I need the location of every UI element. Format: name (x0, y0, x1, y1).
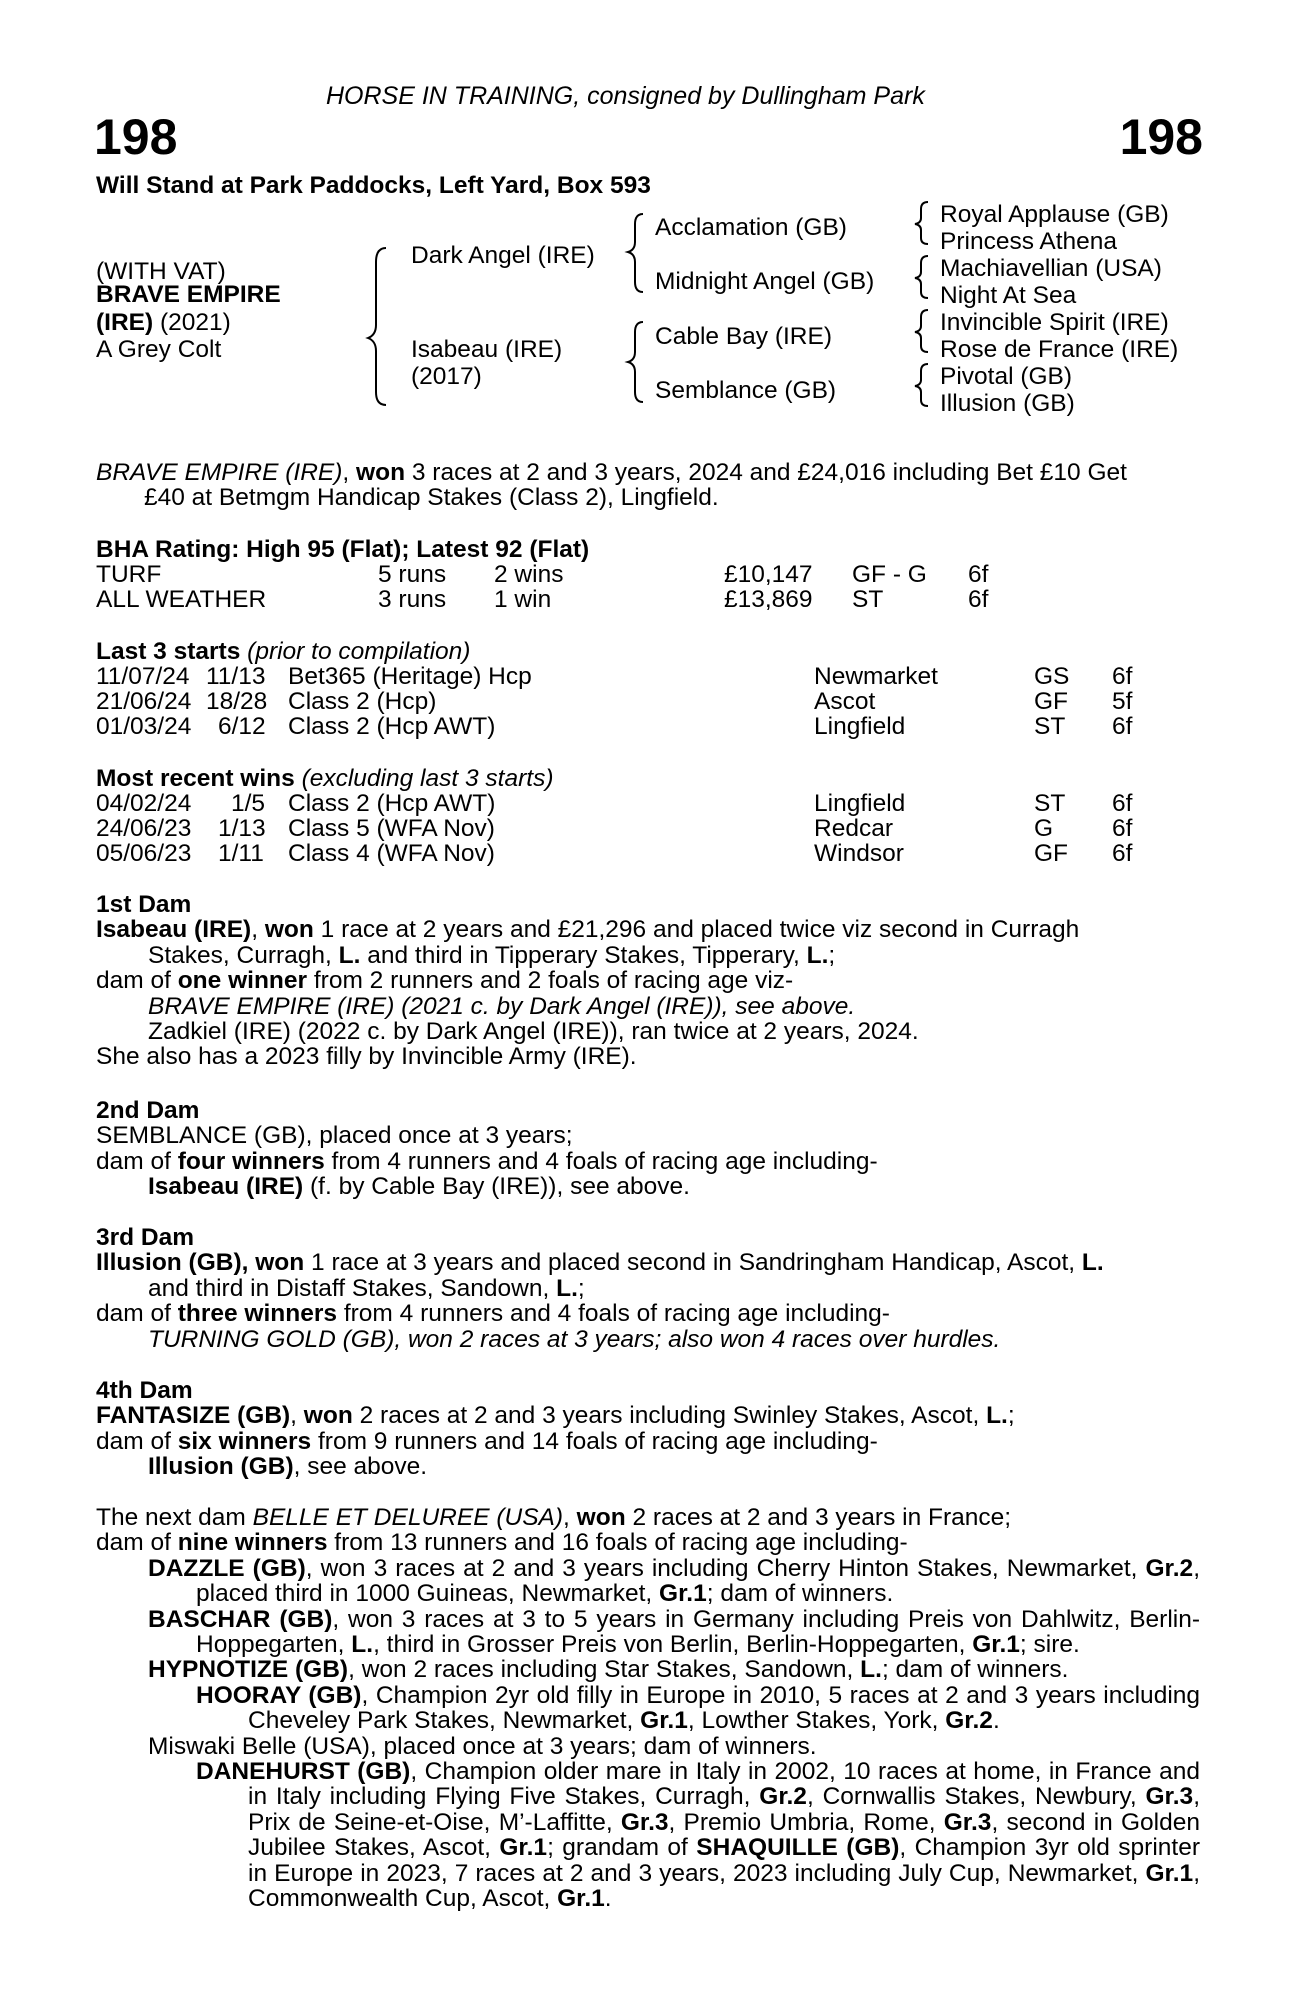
text-line (96, 1657, 1200, 1682)
text-span: Gr.3 (943, 1808, 992, 1836)
text-span: £13,869 (724, 586, 813, 613)
text-span: Illusion (GB), won (96, 1249, 305, 1277)
text-line (96, 1607, 1200, 1658)
horse-year: (2021) (153, 309, 231, 336)
next-dam-section (96, 1505, 1200, 1912)
text-span: dam of (96, 1427, 178, 1455)
horse-name: BRAVE EMPIRE (96, 281, 281, 308)
second-dam-section (96, 1098, 1200, 1200)
text-span: dam of (96, 1300, 178, 1328)
lot-number-left: 198 (94, 109, 178, 165)
text-span: , won 2 races including Star Stakes, Sandown, (348, 1656, 861, 1684)
text-span: and third in Tipperary Stakes, Tipperary, (360, 941, 807, 969)
text-span: Class 5 (WFA Nov) (288, 815, 495, 842)
text-line (96, 1759, 1200, 1911)
section-heading: 2nd Dam (96, 1097, 200, 1124)
text-span: , Champion 3yr old sprinter in Europe in 2023, 7 races at 2 and 3 years, 2023 including July Cup, Newmarket, (248, 1834, 1200, 1887)
pedigree-sire-dam: Midnight Angel (GB) (655, 268, 875, 295)
text-span: GS (1034, 663, 1070, 690)
text-span: 18/28 (206, 688, 268, 715)
section-heading: 3rd Dam (96, 1224, 195, 1251)
text-span: FANTASIZE (GB) (96, 1402, 291, 1430)
pedigree-ddd: Illusion (GB) (940, 390, 1075, 417)
first-dam-section (96, 892, 1200, 1070)
race-summary (96, 460, 1200, 511)
bha-rating-heading: BHA Rating: High 95 (Flat); Latest 92 (Flat) (96, 536, 590, 563)
text-span: HOORAY (GB) (196, 1681, 362, 1709)
text-span: Class 4 (WFA Nov) (288, 840, 495, 867)
text-span: nine winners (177, 1529, 328, 1557)
text-span: 6f (1112, 815, 1133, 842)
text-span: Gr.1 (972, 1631, 1020, 1659)
last-3-heading (96, 638, 470, 666)
stable-location: Will Stand at Park Paddocks, Left Yard, Box 593 (96, 172, 651, 199)
text-span: The next dam (96, 1504, 253, 1531)
text-span: (prior to compilation) (240, 638, 471, 665)
text-span: , (563, 1504, 577, 1531)
text-span: dam of (96, 1147, 178, 1175)
text-span: 6f (1112, 663, 1133, 690)
text-span: from 4 runners and 4 foals of racing age including- (324, 1147, 878, 1175)
text-span: , see above. (293, 1453, 428, 1481)
pedigree-dss: Invincible Spirit (IRE) (940, 309, 1169, 336)
text-span: ST (1034, 790, 1066, 817)
text-span: ; (1007, 1402, 1015, 1430)
text-span: 11/13 (206, 663, 266, 690)
text-span: 1 win (494, 586, 552, 613)
text-span: Class 2 (Hcp) (288, 688, 437, 715)
text-span: won (303, 1402, 353, 1430)
text-span: , Champion older mare in Italy in 2002, 10 races at home, in France and in Italy including Flying Five Stakes, Curragh, (248, 1758, 1201, 1811)
text-span: DAZZLE (GB) (148, 1554, 306, 1582)
vat-status: (WITH VAT) (96, 258, 226, 285)
text-span: Miswaki Belle (USA), placed once at 3 years; dam of winners. (148, 1732, 817, 1760)
text-span: ST (852, 586, 884, 613)
pedigree-sds: Machiavellian (USA) (940, 255, 1162, 282)
text-span: , (251, 916, 265, 944)
recent-wins-heading (96, 765, 553, 793)
text-line (96, 1149, 1200, 1174)
pedigree-dsd: Rose de France (IRE) (940, 336, 1179, 363)
text-line (96, 917, 1200, 968)
text-span: , (342, 459, 357, 486)
pedigree-dam: Isabeau (IRE) (411, 336, 563, 363)
pedigree-ssd: Princess Athena (940, 228, 1118, 255)
text-span: ; (577, 1274, 585, 1302)
text-span: Isabeau (IRE) (148, 1173, 304, 1201)
text-span: and third in Distaff Stakes, Sandown, (148, 1274, 557, 1302)
text-span: Most recent wins (96, 765, 295, 792)
text-span: TURF (96, 561, 162, 588)
text-span: Gr.1 (557, 1885, 605, 1913)
text-span: 6f (1112, 713, 1133, 740)
text-span: won (264, 916, 314, 944)
text-span: L. (338, 941, 361, 969)
text-span: 6f (1112, 840, 1133, 867)
text-span: 11/07/24 (96, 663, 190, 690)
text-span: , placed third in 1000 Guineas, Newmarket, (196, 1554, 1200, 1608)
text-span: Bet365 (Heritage) Hcp (288, 663, 532, 690)
text-span: She also has a 2023 filly by Invincible Army (IRE). (96, 1043, 637, 1071)
section-heading: 1st Dam (96, 891, 192, 918)
text-span: Newmarket (814, 663, 938, 690)
text-span: £40 at Betmgm Handicap Stakes (Class 2), Lingfield. (144, 484, 719, 512)
text-span: . (992, 1707, 1000, 1735)
text-span: , Cornwallis Stakes, Newbury, (806, 1783, 1146, 1811)
text-span: 05/06/23 (96, 840, 192, 867)
text-span: 01/03/24 (96, 713, 192, 740)
text-span: won (356, 459, 406, 486)
text-span: 5f (1112, 688, 1133, 715)
text-span: , second in Golden Jubilee Stakes, Ascot, (248, 1808, 1200, 1862)
text-span: (excluding last 3 starts) (294, 765, 554, 792)
text-span: ALL WEATHER (96, 586, 267, 613)
text-span: Gr.1 (1145, 1859, 1194, 1887)
text-span: 6f (968, 586, 989, 613)
text-span: Ascot (814, 688, 876, 715)
text-span: , won 3 races at 2 and 3 years including Cherry Hinton Stakes, Newmarket, (305, 1554, 1146, 1582)
fourth-dam-section (96, 1378, 1200, 1480)
text-span: ; sire. (1019, 1631, 1080, 1659)
text-span: Last 3 starts (96, 638, 241, 665)
text-span: 1/5 (231, 790, 266, 817)
text-span: 04/02/24 (96, 790, 192, 817)
text-span: ; grandam of (547, 1834, 697, 1862)
text-span: one winner (177, 967, 308, 995)
text-line (96, 1530, 1200, 1555)
horse-country: (IRE) (96, 309, 154, 336)
pedigree-dam-sire: Cable Bay (IRE) (655, 323, 833, 350)
text-span: 1 race at 2 years and £21,296 and placed twice viz second in Curragh (313, 916, 1080, 944)
text-span: Gr.2 (759, 1783, 807, 1811)
text-span: Illusion (GB) (148, 1453, 294, 1481)
horse-description: A Grey Colt (96, 336, 222, 363)
text-span: , won 3 races at 3 to 5 years in Germany including Preis von Dahlwitz, Berlin-Hoppegarten, (196, 1605, 1201, 1659)
text-span: Gr.1 (499, 1834, 548, 1862)
text-line (96, 1250, 1200, 1301)
text-span: 3 races at 2 and 3 years, 2024 and £24,016 including Bet £10 Get (405, 459, 1127, 486)
text-span: 5 runs (378, 561, 447, 588)
text-span: dam of (96, 1529, 178, 1557)
text-span: L. (1081, 1249, 1104, 1277)
text-span: 21/06/24 (96, 688, 192, 715)
text-span: ; dam of winners. (706, 1580, 894, 1608)
text-span: GF (1034, 840, 1069, 867)
text-span: 1 race at 3 years and placed second in Sandringham Handicap, Ascot, (304, 1249, 1082, 1277)
text-span: GF (1034, 688, 1069, 715)
text-span: L. (986, 1402, 1008, 1430)
text-span: Gr.1 (640, 1707, 688, 1735)
text-span: Lingfield (814, 713, 906, 740)
text-line (96, 1683, 1200, 1734)
text-span: , Commonwealth Cup, Ascot, (248, 1859, 1200, 1913)
text-span: ST (1034, 713, 1066, 740)
text-span: Gr.3 (620, 1808, 669, 1836)
text-span: L. (351, 1631, 374, 1659)
text-span: 24/06/23 (96, 815, 192, 842)
lot-number-right: 198 (1119, 109, 1203, 165)
text-span: dam of (96, 967, 178, 995)
text-span: six winners (177, 1427, 312, 1455)
text-span: SEMBLANCE (GB), placed once at 3 years; (96, 1122, 573, 1150)
text-span: Class 2 (Hcp AWT) (288, 713, 496, 740)
text-line (96, 1174, 1200, 1199)
text-span: 2 wins (494, 561, 564, 588)
text-span: 2 races at 2 and 3 years including Swinley Stakes, Ascot, (352, 1402, 987, 1430)
text-line (96, 1301, 1200, 1326)
text-span: £10,147 (724, 561, 813, 588)
text-span: 1/13 (218, 815, 266, 842)
text-span: 1/11 (218, 840, 264, 867)
text-span: from 13 runners and 16 foals of racing age including- (327, 1529, 908, 1557)
text-span: , Prix de Seine-et-Oise, M’-Laffitte, (248, 1783, 1200, 1836)
text-line (96, 1556, 1200, 1607)
text-span: L. (806, 941, 829, 969)
text-span: , (290, 1402, 304, 1430)
third-dam-section (96, 1225, 1200, 1352)
pedigree-dam-year: (2017) (411, 363, 482, 390)
pedigree-sire: Dark Angel (IRE) (411, 242, 595, 269)
text-span: from 2 runners and 2 foals of racing age viz- (307, 967, 794, 995)
text-span: from 9 runners and 14 foals of racing age including- (311, 1427, 878, 1455)
text-span: Gr.1 (659, 1580, 707, 1608)
text-span: Windsor (814, 840, 904, 867)
text-span: G (1034, 815, 1054, 842)
text-span: , Premio Umbria, Rome, (668, 1808, 944, 1836)
text-span: Class 2 (Hcp AWT) (288, 790, 496, 817)
pedigree-dam-dam: Semblance (GB) (655, 377, 837, 404)
text-span: 6/12 (218, 713, 266, 740)
text-span: L. (860, 1656, 882, 1684)
text-span: Isabeau (IRE) (96, 916, 252, 944)
section-heading: 4th Dam (96, 1377, 193, 1404)
text-span: SHAQUILLE (GB) (696, 1834, 900, 1862)
pedigree-sire-sire: Acclamation (GB) (655, 214, 847, 241)
text-span: BRAVE EMPIRE (IRE) (2021 c. by Dark Angel (IRE)), see above. (148, 992, 856, 1020)
text-span: Gr.3 (1145, 1783, 1194, 1811)
text-span: Stakes, Curragh, (148, 941, 339, 969)
text-span: from 4 runners and 4 foals of racing age including- (337, 1300, 890, 1328)
text-span: ; (828, 941, 836, 969)
pedigree-dds: Pivotal (GB) (940, 363, 1073, 390)
text-span: L. (556, 1274, 578, 1302)
text-span: four winners (177, 1147, 325, 1175)
text-span: (f. by Cable Bay (IRE)), see above. (303, 1173, 690, 1201)
text-span: TURNING GOLD (GB), won 2 races at 3 years; also won 4 races over hurdles. (148, 1325, 1001, 1353)
pedigree-sdd: Night At Sea (940, 282, 1077, 309)
text-span: , Champion 2yr old filly in Europe in 2010, 5 races at 2 and 3 years including Cheveley Park Stakes, Newmarket, (248, 1681, 1201, 1735)
text-span: BASCHAR (GB) (148, 1605, 333, 1633)
catalogue-header: HORSE IN TRAINING, consigned by Dullingham Park (326, 82, 925, 110)
text-span: , third in Grosser Preis von Berlin, Berlin-Hoppegarten, (373, 1631, 973, 1659)
text-span: Zadkiel (IRE) (2022 c. by Dark Angel (IRE)), ran twice at 2 years, 2024. (148, 1018, 919, 1046)
text-span: ; dam of winners. (881, 1656, 1069, 1684)
text-span: 6f (968, 561, 989, 588)
text-line (96, 1429, 1200, 1454)
text-span: DANEHURST (GB) (196, 1758, 411, 1786)
text-span: . (604, 1885, 612, 1913)
text-span: 6f (1112, 790, 1133, 817)
text-span: won (576, 1504, 626, 1531)
text-span: 2 races at 2 and 3 years in France; (625, 1504, 1012, 1531)
text-line (96, 1403, 1200, 1428)
text-line (96, 968, 1200, 993)
text-span: Lingfield (814, 790, 906, 817)
text-span: , Lowther Stakes, York, (687, 1707, 946, 1735)
text-line (96, 1454, 1200, 1479)
text-span: Gr.2 (945, 1707, 993, 1735)
text-span: Redcar (814, 815, 893, 842)
pedigree-sss: Royal Applause (GB) (940, 201, 1169, 228)
text-span: 3 runs (378, 586, 447, 613)
text-span: three winners (177, 1300, 338, 1328)
text-span: HYPNOTIZE (GB) (148, 1656, 349, 1684)
text-span: Gr.2 (1145, 1554, 1194, 1582)
text-span: BELLE ET DELUREE (USA) (252, 1504, 564, 1531)
text-line: BRAVE EMPIRE (IRE), won 3 races at 2 and 3 years, 2024 and £24,016 including Bet £10 Get (96, 459, 1127, 486)
text-span: GF - G (852, 561, 927, 588)
text-line (96, 1505, 1200, 1530)
